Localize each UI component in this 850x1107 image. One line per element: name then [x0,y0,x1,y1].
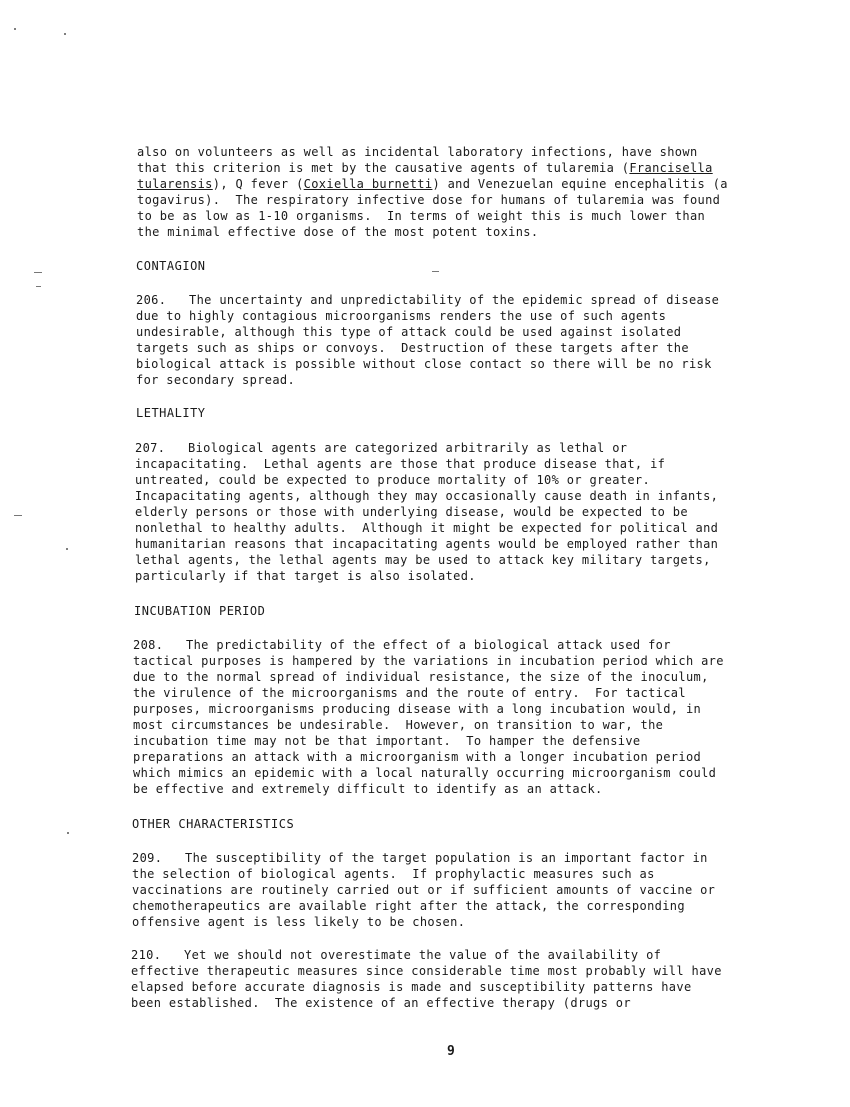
text-line: chemotherapeutics are available right after the attack, the corresponding [132,899,685,913]
text-line: tactical purposes is hampered by the variations in incubation period which are [133,654,724,668]
text-line: togavirus). The respiratory infective dose for humans of tularemia was found [137,193,721,207]
section-heading-lethality: LETHALITY [136,406,206,420]
section-heading-incubation-period: INCUBATION PERIOD [134,604,266,618]
scan-speck [14,28,16,30]
text-line: effective therapeutic measures since considerable time most probably will have [131,964,722,978]
text-line: purposes, microorganisms producing disease with a long incubation would, in [133,702,702,716]
text-line: been established. The existence of an effective therapy (drugs or [131,996,631,1010]
text-line: the virulence of the microorganisms and the route of entry. For tactical [133,686,686,700]
text-line: untreated, could be expected to produce mortality of 10% or greater. [135,473,651,487]
text-line: Incapacitating agents, although they may occasionally cause death in infants, [135,489,719,503]
text-line: which mimics an epidemic with a local naturally occurring microorganism could [133,766,717,780]
scan-mark [36,286,41,287]
text-line: also on volunteers as well as incidental laboratory infections, have shown [137,145,698,159]
scan-mark [14,515,22,516]
text-line: targets such as ships or convoys. Destruction of these targets after the [136,341,689,355]
species-name: Francisella [629,161,713,175]
text-line: elapsed before accurate diagnosis is made and susceptibility patterns have [131,980,692,994]
text-line: incapacitating. Lethal agents are those that produce disease that, if [135,457,666,471]
section-heading-contagion: CONTAGION [136,259,206,273]
text-line: 206. The uncertainty and unpredictability of the epidemic spread of disease [136,293,720,307]
scan-mark [34,272,42,273]
species-name: Coxiella burnetti [303,177,433,191]
page-number: 9 [447,1044,455,1059]
species-name: tularensis [137,177,213,191]
text-line: the minimal effective dose of the most potent toxins. [137,225,539,239]
text-line: preparations an attack with a microorganism with a longer incubation period [133,750,702,764]
text-line: for secondary spread. [136,373,296,387]
text-line: be effective and extremely difficult to identify as an attack. [133,782,603,796]
scan-speck [67,832,69,834]
text-line: the selection of biological agents. If prophylactic measures such as [132,867,655,881]
text-line: offensive agent is less likely to be chosen. [132,915,466,929]
text-line: most circumstances be undesirable. However, on transition to war, the [133,718,664,732]
text-line: biological attack is possible without close contact so there will be no risk [136,357,712,371]
scan-speck [64,33,66,35]
text-line: lethal agents, the lethal agents may be used to attack key military targets, [135,553,711,567]
text-line: elderly persons or those with underlying disease, would be expected to be [135,505,688,519]
section-heading-other-characteristics: OTHER CHARACTERISTICS [132,817,295,831]
text-line: to be as low as 1-10 organisms. In terms of weight this is much lower than [137,209,706,223]
text-line: that this criterion is met by the causative agents of tularemia (Francisella [137,161,713,175]
text-line: incubation time may not be that important. To hamper the defensive [133,734,641,748]
text-line: 208. The predictability of the effect of a biological attack used for [133,638,671,652]
text-line: undesirable, although this type of attack could be used against isolated [136,325,682,339]
text-line: nonlethal to healthy adults. Although it might be expected for political and [135,521,719,535]
text-line: 210. Yet we should not overestimate the value of the availability of [131,948,662,962]
text-line: humanitarian reasons that incapacitating agents would be employed rather than [135,537,719,551]
text-line: due to highly contagious microorganisms renders the use of such agents [136,309,667,323]
text-line: 207. Biological agents are categorized arbitrarily as lethal or [135,441,628,455]
text-line: vaccinations are routinely carried out or if sufficient amounts of vaccine or [132,883,716,897]
text-line: 209. The susceptibility of the target population is an important factor in [132,851,708,865]
scan-speck [66,548,68,550]
text-line: particularly if that target is also isolated. [135,569,476,583]
text-line: due to the normal spread of individual resistance, the size of the inoculum, [133,670,709,684]
scan-mark [432,271,439,272]
text-line: tularensis), Q fever (Coxiella burnetti) and Venezuelan equine encephalitis (a [137,177,728,191]
